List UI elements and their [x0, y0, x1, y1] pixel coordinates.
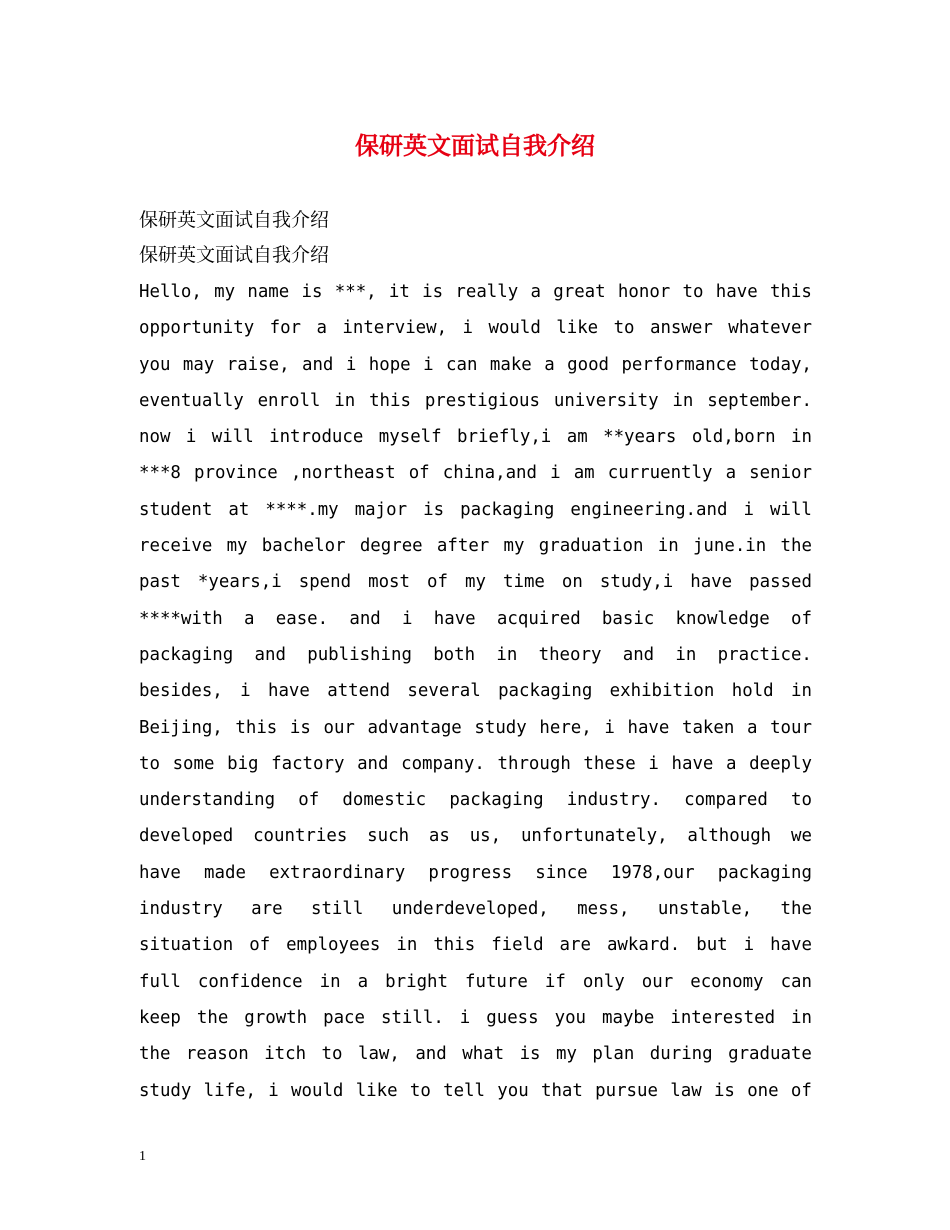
body-line: ***8 province ,northeast of china,and i am curruently a senior — [139, 463, 812, 484]
body-line: to some big factory and company. through these i have a deeply — [139, 753, 812, 774]
body-line: developed countries such as us, unfortunately, although we — [139, 826, 812, 847]
body-line: eventually enroll in this prestigious university in september. — [139, 390, 812, 411]
body-line: study life, i would like to tell you that pursue law is one of — [139, 1080, 812, 1101]
body-line: ****with a ease. and i have acquired basic knowledge of — [139, 608, 812, 629]
page-number: 1 — [139, 1149, 146, 1164]
body-text — [139, 274, 812, 1109]
body-line: Beijing, this is our advantage study here, i have taken a tour — [139, 717, 812, 738]
body-line: receive my bachelor degree after my graduation in june.in the — [139, 536, 812, 557]
body-line: student at ****.my major is packaging engineering.and i will — [139, 499, 812, 520]
body-line: besides, i have attend several packaging exhibition hold in — [139, 681, 812, 702]
body-line: Hello, my name is ***, it is really a great honor to have this — [139, 282, 812, 302]
document-title: 保研英文面试自我介绍 — [355, 131, 595, 160]
subtitle-line-2: 保研英文面试自我介绍 — [139, 244, 330, 266]
body-line: past *years,i spend most of my time on study,i have passed — [139, 572, 812, 593]
body-line: keep the growth pace still. i guess you maybe interested in — [139, 1007, 812, 1028]
body-line: now i will introduce myself briefly,i am **years old,born in — [139, 427, 812, 448]
body-line: have made extraordinary progress since 1978,our packaging — [139, 862, 812, 883]
body-line: you may raise, and i hope i can make a good performance today, — [139, 354, 812, 375]
body-line: the reason itch to law, and what is my plan during graduate — [139, 1044, 812, 1065]
body-line: opportunity for a interview, i would like to answer whatever — [139, 318, 812, 339]
body-line: situation of employees in this field are awkard. but i have — [139, 935, 812, 956]
body-line: industry are still underdeveloped, mess, unstable, the — [139, 899, 812, 920]
subtitle-line-1: 保研英文面试自我介绍 — [139, 209, 330, 231]
body-line: packaging and publishing both in theory and in practice. — [139, 644, 812, 665]
body-line: full confidence in a bright future if only our economy can — [139, 971, 812, 992]
body-line: understanding of domestic packaging industry. compared to — [139, 790, 812, 811]
